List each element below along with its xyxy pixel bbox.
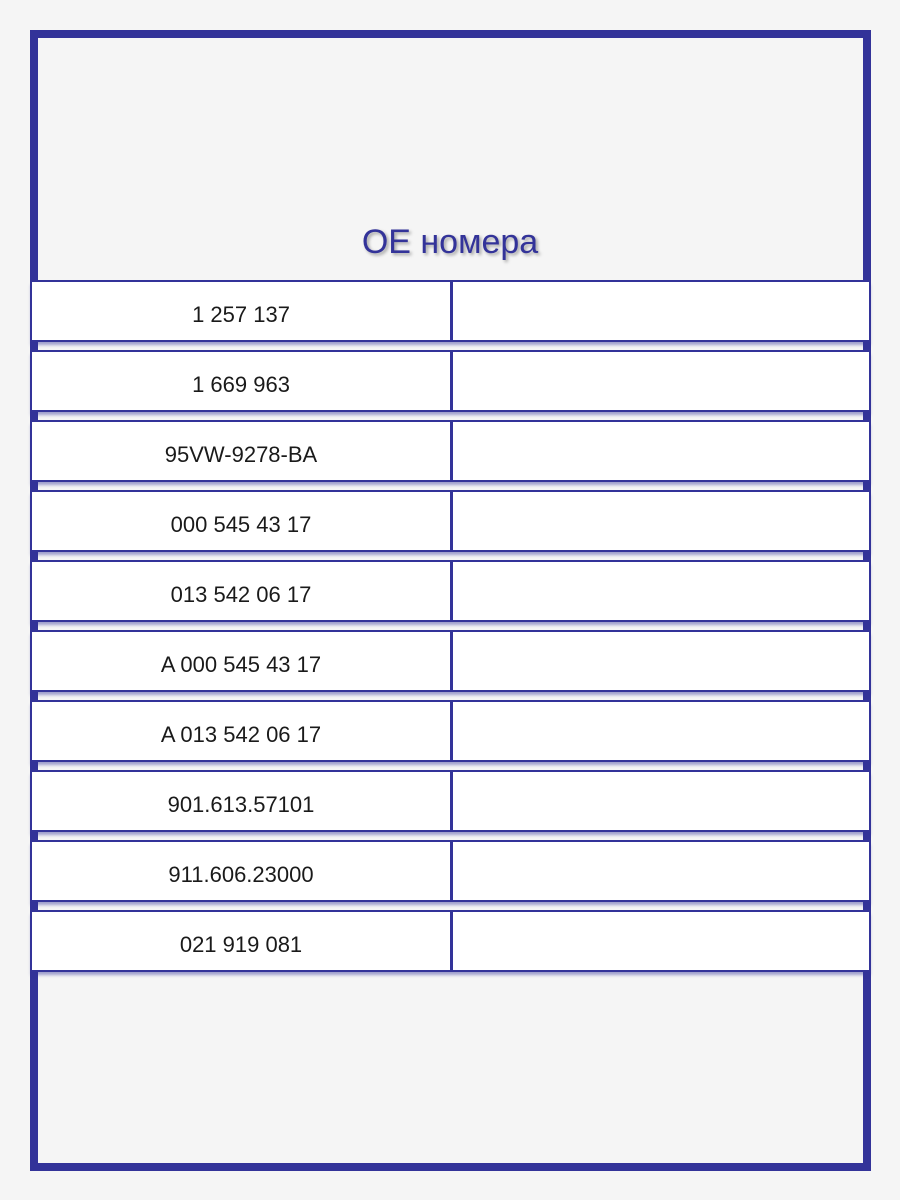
- oe-number-cell: 1 669 963: [192, 372, 290, 397]
- table-row: [30, 560, 871, 622]
- oe-number-cell: A 013 542 06 17: [160, 722, 322, 747]
- page-title: OE номера: [361, 223, 539, 261]
- table-row: [30, 840, 871, 902]
- empty-cell: [450, 352, 869, 410]
- table-row: [30, 420, 871, 482]
- oe-numbers-table: [30, 280, 871, 980]
- empty-cell: [450, 702, 869, 760]
- empty-cell: [450, 282, 869, 340]
- table-row: [30, 700, 871, 762]
- empty-cell: [450, 842, 869, 900]
- table-row: [30, 280, 871, 342]
- oe-number-cell: 000 545 43 17: [170, 512, 312, 537]
- oe-number-cell: 95VW-9278-BA: [164, 442, 318, 467]
- oe-number-cell: 901.613.57101: [167, 792, 315, 817]
- empty-cell: [450, 912, 869, 970]
- empty-cell: [450, 492, 869, 550]
- empty-cell: [450, 422, 869, 480]
- oe-number-cell: 013 542 06 17: [170, 582, 312, 607]
- empty-cell: [450, 562, 869, 620]
- oe-number-cell: 1 257 137: [192, 302, 290, 327]
- table-row: [30, 350, 871, 412]
- table-row: [30, 910, 871, 972]
- table-row: [30, 630, 871, 692]
- empty-cell: [450, 632, 869, 690]
- oe-number-cell: 911.606.23000: [168, 862, 314, 887]
- oe-number-cell: A 000 545 43 17: [160, 652, 322, 677]
- table-row: [30, 490, 871, 552]
- empty-cell: [450, 772, 869, 830]
- oe-number-cell: 021 919 081: [179, 932, 303, 957]
- table-row: [30, 770, 871, 832]
